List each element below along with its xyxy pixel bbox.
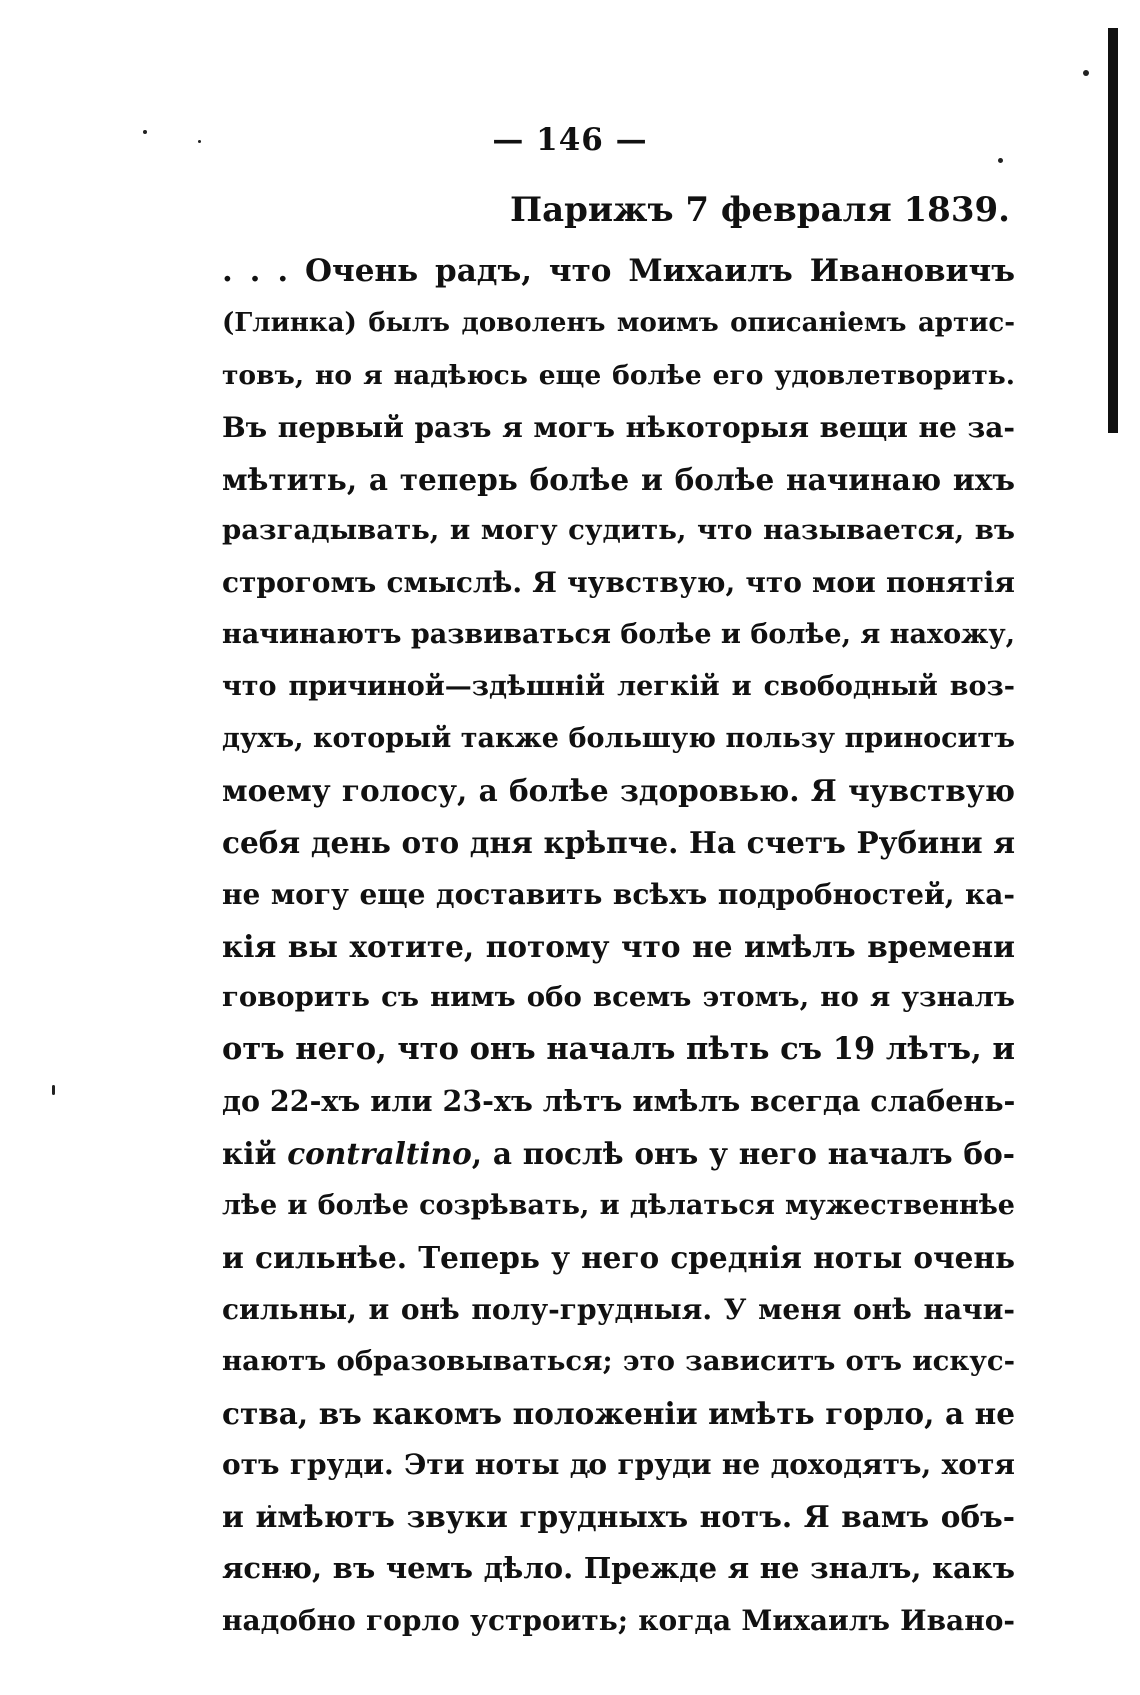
page-number: — 146 — [492,122,648,158]
text-line: и сильнѣе. Теперь у него среднія ноты очень [222,1239,1015,1275]
scan-edge-shadow [1108,28,1118,433]
text-line: надобно горло устроить; когда Михаилъ Ивано- [222,1604,1015,1638]
text-line: ясню, въ чемъ дѣло. Прежде я не зналъ, какъ [222,1551,1015,1586]
letter-dateline: Парижъ 7 февраля 1839. [510,190,1010,230]
text-line: мѣтить, а теперь болѣе и болѣе начинаю ихъ [222,461,1015,497]
italic-term: contraltino [287,1136,472,1172]
text-line: что причиной—здѣшній легкій и свободный воз- [222,671,1015,703]
letter-body [222,246,1015,1647]
text-line: себя день ото дня крѣпче. На счетъ Рубини я [222,824,1015,860]
text-line: сильны, и онѣ полу-грудныя. У меня онѣ начи- [222,1292,1015,1326]
text-line: товъ, но я надѣюсь еще болѣе его удовлетворить. [222,359,1015,391]
text-line: ства, въ какомъ положеніи имѣть горло, а не [222,1395,1015,1431]
text-span: кій [222,1136,288,1172]
scan-speck [998,158,1003,163]
text-line: отъ него, что онъ началъ пѣть съ 19 лѣтъ, и [222,1031,1015,1068]
scan-speck [52,1085,55,1095]
text-line: кія вы хотите, потому что не имѣлъ времени [222,928,1015,964]
text-line: . . . Очень радъ, что Михаилъ Ивановичъ [222,253,1015,289]
text-line: не могу еще доставить всѣхъ подробностей, ка- [222,877,1015,911]
text-line: лѣе и болѣе созрѣвать, и дѣлаться мужественнѣе [222,1190,1015,1222]
text-line: духъ, который также большую пользу приноситъ [222,723,1015,755]
text-line: и имѣютъ звуки грудныхъ нотъ. Я вамъ объ- [222,1499,1015,1535]
text-line: начинаютъ развиваться болѣе и болѣе, я нахожу, [222,619,1015,651]
text-line: моему голосу, а болѣе здоровью. Я чувствую [222,772,1015,808]
text-line: (Глинка) былъ доволенъ моимъ описаніемъ артис- [222,307,1015,338]
text-line: до 22-хъ или 23-хъ лѣтъ имѣлъ всегда слабень- [222,1084,1015,1119]
text-span: , а послѣ онъ у него началъ бо- [471,1136,1015,1172]
text-line: строгомъ смыслѣ. Я чувствую, что мои понятія [222,566,1015,600]
text-line: наютъ образовываться; это зависитъ отъ искус- [222,1344,1015,1377]
text-line: Въ первый разъ я могъ нѣкоторыя вещи не за- [222,410,1015,444]
text-line-with-italic [222,1128,1015,1180]
text-line: говорить съ нимъ обо всемъ этомъ, но я узналъ [222,981,1015,1014]
scan-speck [1083,70,1089,76]
text-line: разгадывать, и могу судить, что называется, въ [222,514,1015,547]
text-line: отъ груди. Эти ноты до груди не доходятъ, хотя [222,1448,1015,1482]
